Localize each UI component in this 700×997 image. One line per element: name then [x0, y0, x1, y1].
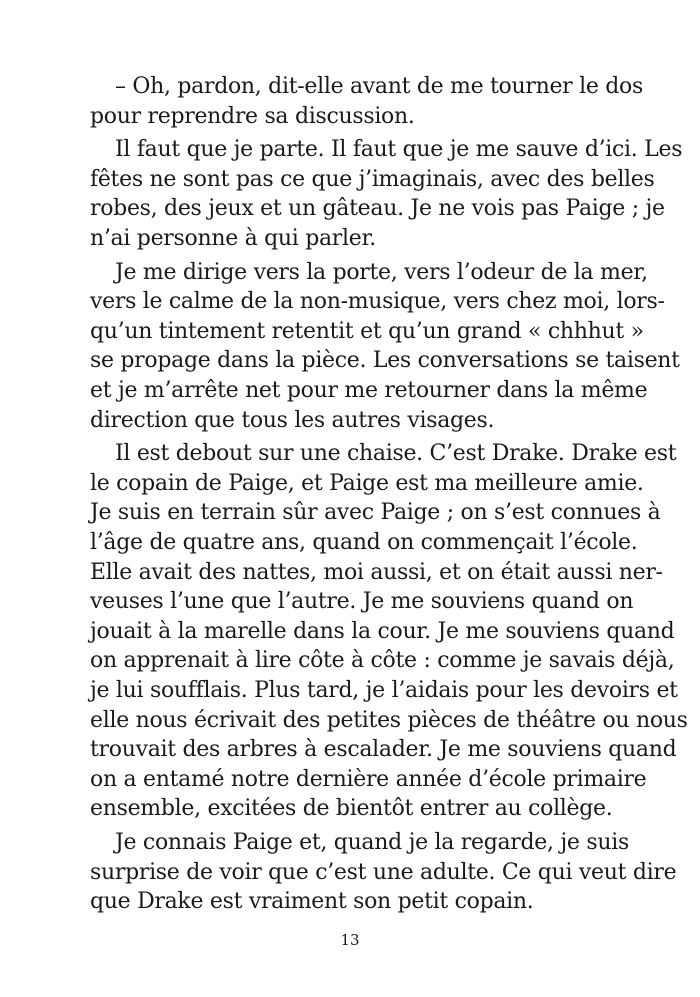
text-line: on apprenait à lire côte à côte : comme je savais déjà,	[90, 648, 675, 673]
page-number: 13	[340, 931, 360, 949]
text-line: Il faut que je parte. Il faut que je me sauve d’ici. Les	[115, 137, 683, 162]
text-line: pour reprendre sa discussion.	[90, 104, 415, 129]
text-line: ensemble, excitées de bientôt entrer au collège.	[90, 796, 613, 821]
text-line: – Oh, pardon, dit-elle avant de me tourner le dos	[115, 74, 643, 99]
text-line: je lui soufflais. Plus tard, je l’aidais pour les devoirs et	[90, 678, 678, 703]
text-line: qu’un tintement retentit et qu’un grand « chhhut »	[90, 319, 644, 344]
text-line: on a entamé notre dernière année d’école primaire	[90, 767, 647, 792]
text-line: Elle avait des nattes, moi aussi, et on était aussi ner-	[90, 560, 663, 585]
text-line: le copain de Paige, et Paige est ma meilleure amie.	[90, 471, 644, 496]
text-line: direction que tous les autres visages.	[90, 408, 495, 433]
text-line: Je connais Paige et, quand je la regarde, je suis	[115, 830, 629, 855]
text-line: Je me dirige vers la porte, vers l’odeur de la mer,	[115, 260, 648, 285]
text-line: elle nous écrivait des petites pièces de théâtre ou nous	[90, 708, 688, 733]
text-line: l’âge de quatre ans, quand on commençait l’école.	[90, 530, 638, 555]
text-line: robes, des jeux et un gâteau. Je ne vois pas Paige ; je	[90, 196, 665, 221]
text-line: veuses l’une que l’autre. Je me souviens quand on	[90, 589, 634, 614]
text-line: fêtes ne sont pas ce que j’imaginais, avec des belles	[90, 167, 655, 192]
text-line: surprise de voir que c’est une adulte. Ce qui veut dire	[90, 860, 677, 885]
text-line: vers le calme de la non-musique, vers chez moi, lors-	[90, 289, 665, 314]
text-line: Il est debout sur une chaise. C’est Drake. Drake est	[115, 441, 677, 466]
text-line: Je suis en terrain sûr avec Paige ; on s’est connues à	[90, 500, 661, 525]
text-line: et je m’arrête net pour me retourner dans la même	[90, 378, 648, 403]
text-line: que Drake est vraiment son petit copain.	[90, 889, 534, 914]
text-line: jouait à la marelle dans la cour. Je me souviens quand	[90, 619, 675, 644]
text-line: n’ai personne à qui parler.	[90, 226, 376, 251]
text-line: trouvait des arbres à escalader. Je me souviens quand	[90, 737, 677, 762]
text-line: se propage dans la pièce. Les conversations se taisent	[90, 348, 680, 373]
